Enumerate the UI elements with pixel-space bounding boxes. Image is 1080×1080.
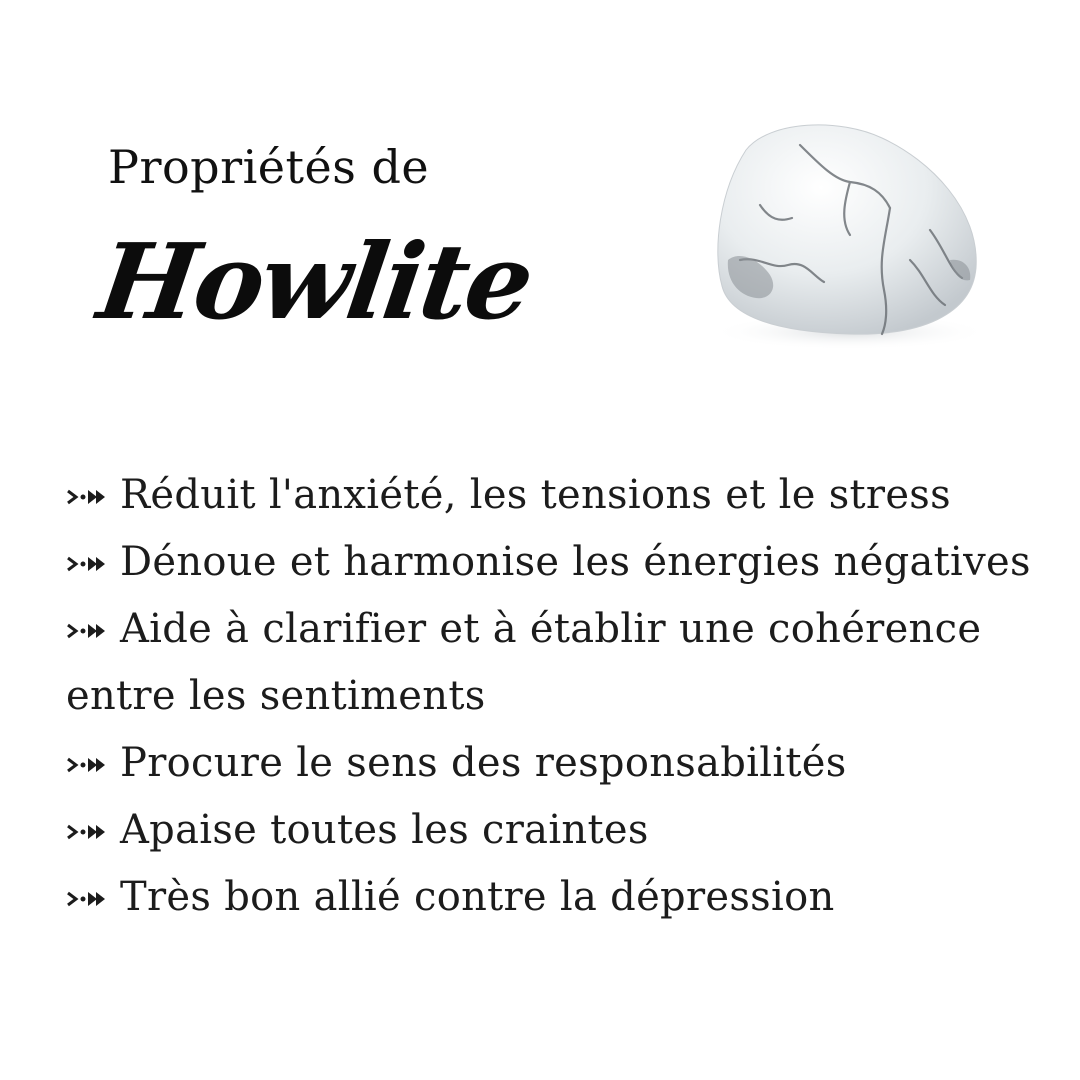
list-item <box>66 462 1026 529</box>
properties-list <box>66 462 1031 931</box>
list-item-continuation: entre les sentiments <box>66 673 486 719</box>
double-arrow-icon <box>66 820 112 844</box>
list-item-text: Dénoue et harmonise les énergies négatives <box>120 539 1031 585</box>
double-arrow-icon <box>66 887 112 911</box>
list-item <box>66 730 1026 797</box>
double-arrow-icon <box>66 552 112 576</box>
page-subtitle: Propriétés de <box>108 140 430 194</box>
double-arrow-icon <box>66 485 112 509</box>
page-title: Howlite <box>91 220 539 343</box>
double-arrow-icon <box>66 619 112 643</box>
list-item-text: Aide à clarifier et à établir une cohérence <box>120 606 982 652</box>
list-item <box>66 797 1026 864</box>
list-item-text: Procure le sens des responsabilités <box>120 740 847 786</box>
list-item-text: Apaise toutes les craintes <box>120 807 649 853</box>
double-arrow-icon <box>66 753 112 777</box>
list-item <box>66 529 1031 596</box>
howlite-stone-image <box>700 110 1000 360</box>
list-item-text: Très bon allié contre la dépression <box>120 874 835 920</box>
list-item <box>66 596 1026 730</box>
list-item-text: Réduit l'anxiété, les tensions et le stress <box>120 472 951 518</box>
list-item <box>66 864 1026 931</box>
